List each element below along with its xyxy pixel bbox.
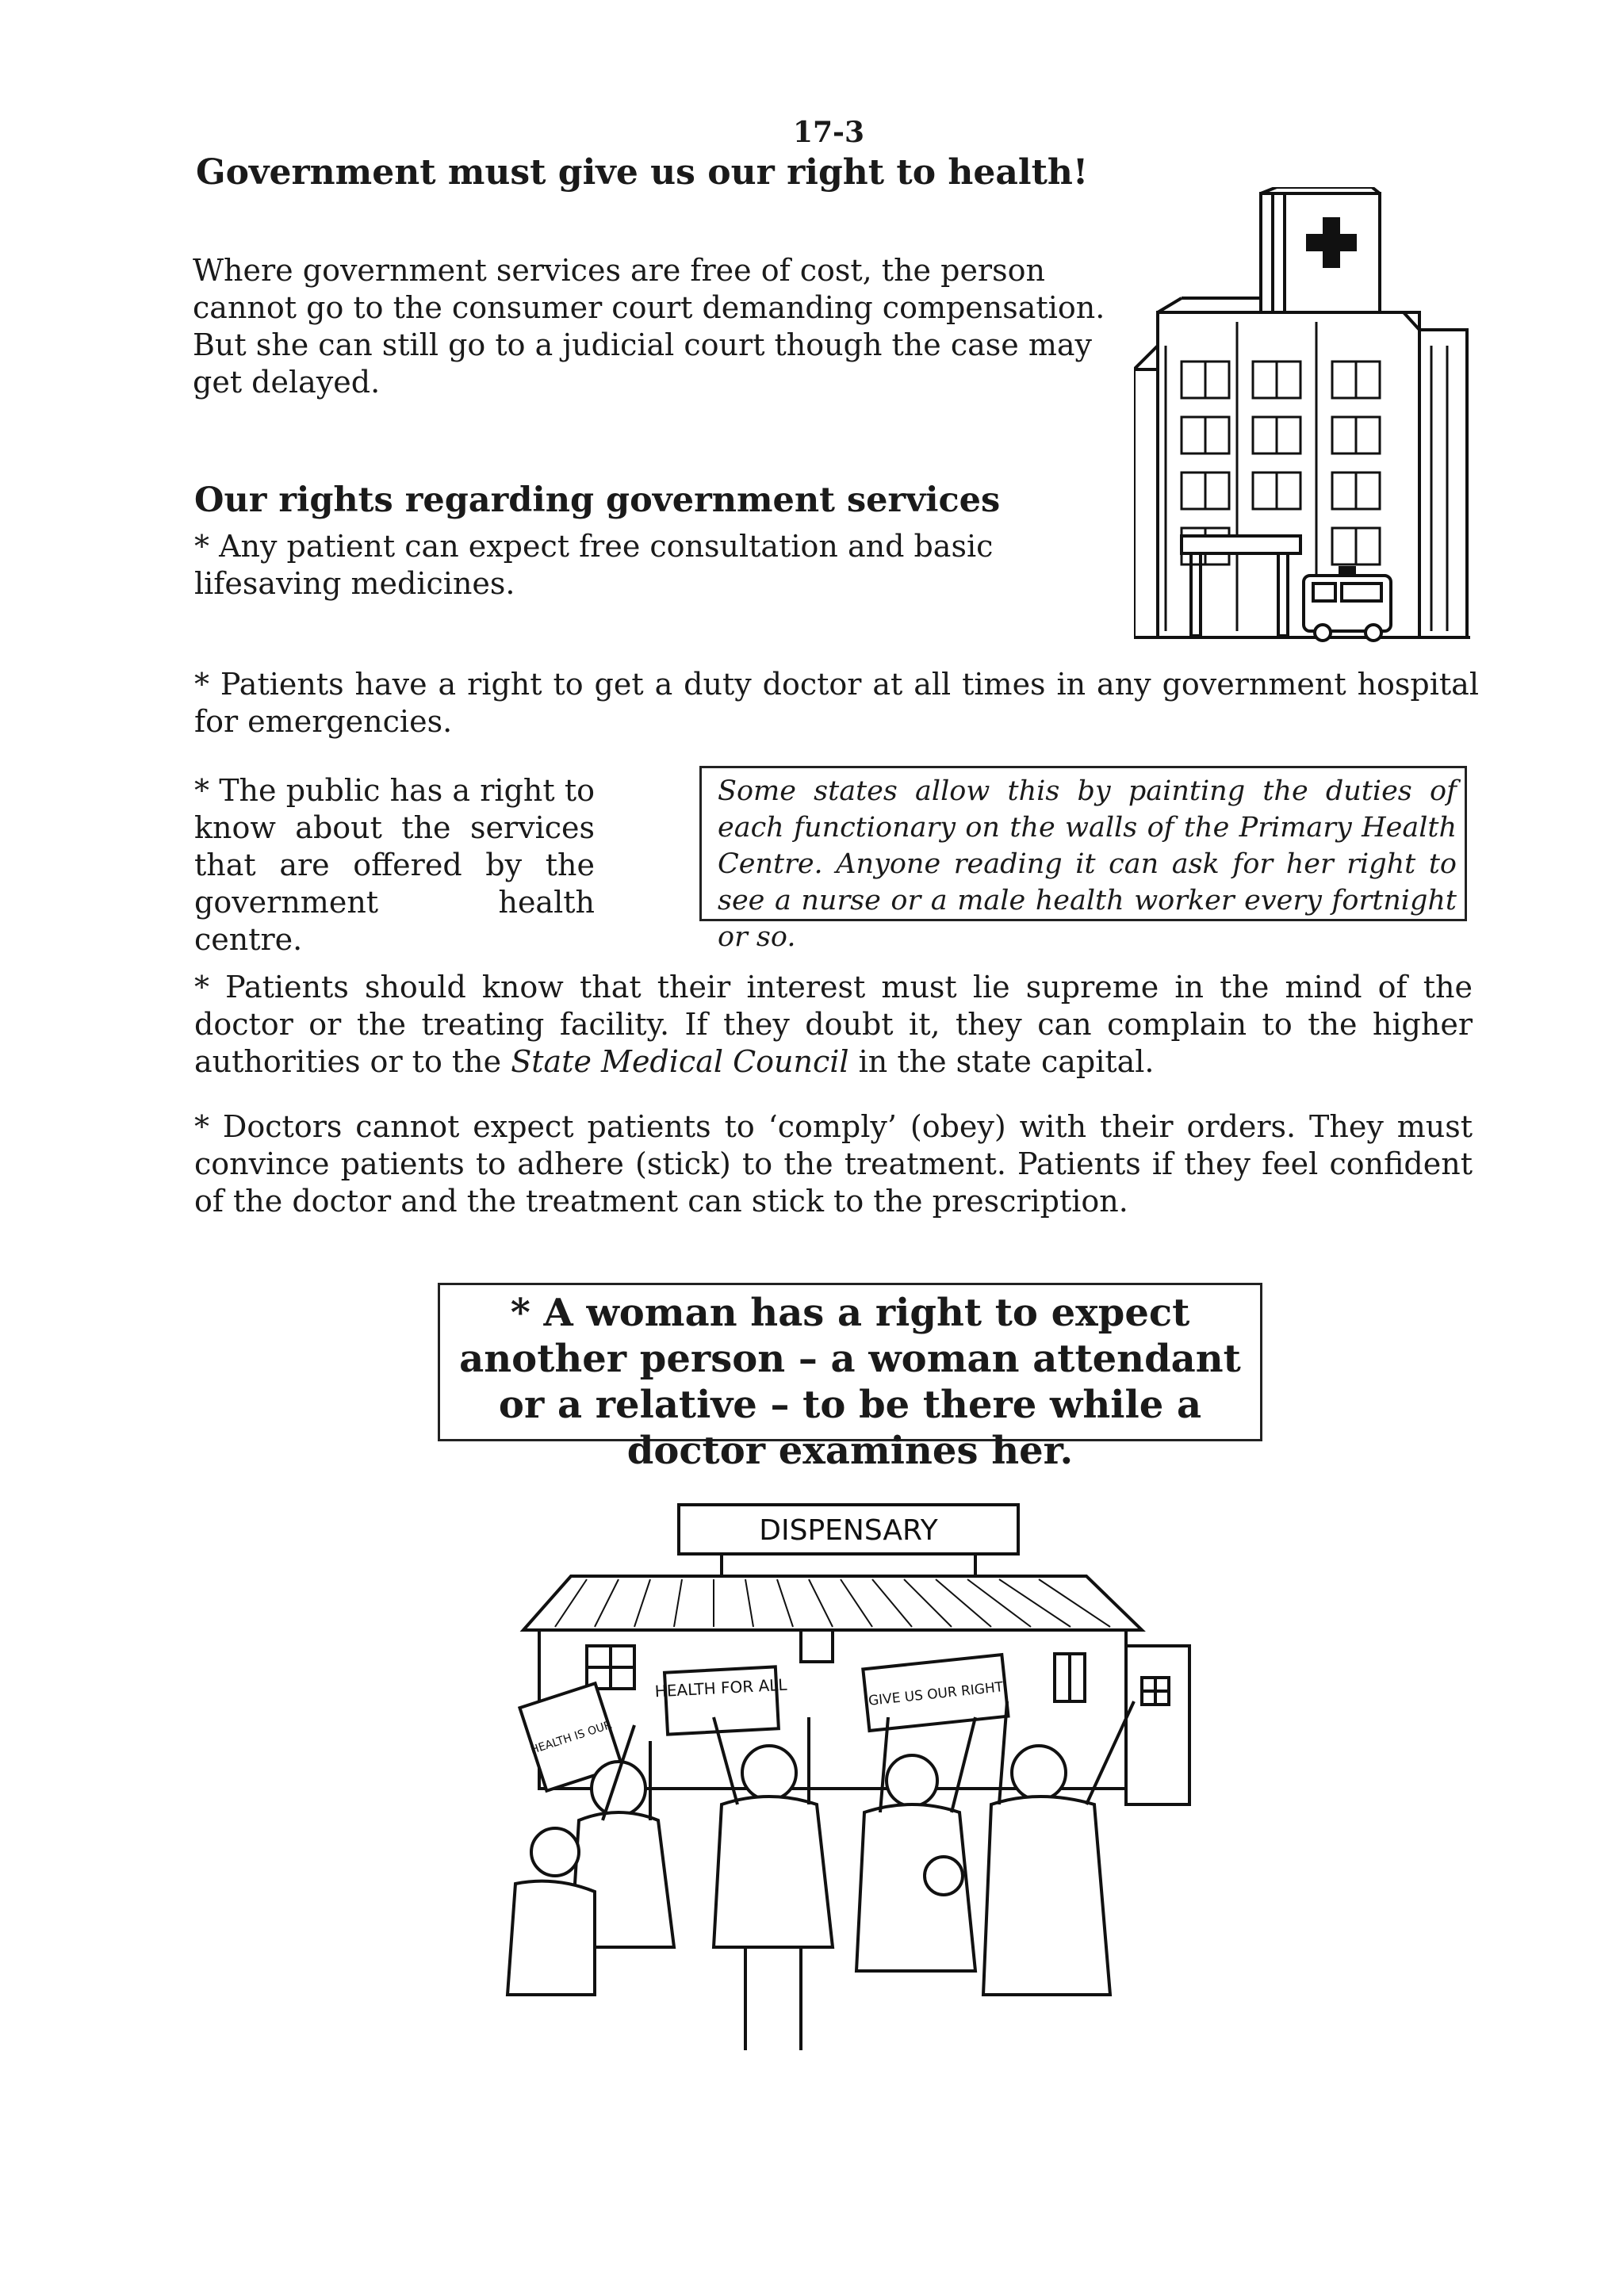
page-number: 17-3 <box>792 116 865 149</box>
placard-health-is-our: HEALTH IS OUR <box>529 1718 614 1758</box>
bullet-duty-doctor: * Patients have a right to get a duty doctor at all times in any government hospital for emergencies. <box>194 667 1479 739</box>
placard-give-us-our-right: GIVE US OUR RIGHT <box>868 1679 1005 1709</box>
state-medical-council: State Medical Council <box>511 1044 849 1079</box>
placard-health-for-all: HEALTH FOR ALL <box>654 1674 788 1701</box>
bullet-patient-interest-end: in the state capital. <box>848 1044 1155 1079</box>
bullet-doctors-comply: * Doctors cannot expect patients to ‘comply’ (obey) with their orders. They must convince patients to adhere (stick) to the treatment. Patients if they feel confident of the doctor and the treatment can stick to the prescription. <box>194 1109 1473 1219</box>
bullet-free-consultation: * Any patient can expect free consultation and basic lifesaving medicines. <box>194 529 994 601</box>
dispensary-protest-illustration <box>484 1503 1221 2058</box>
intro-paragraph: Where government services are free of cost, the person cannot go to the consumer court demanding compensation. But she can still go to a judicial court though the case may get delayed. <box>193 253 1105 400</box>
section-heading: Our rights regarding government services <box>194 480 1001 520</box>
bullet-patient-interest-start: * Patients should know that their interest must lie supreme in the mind of the doctor or the treating facility. If they doubt it, they can complain to the higher authorities or to the <box>194 970 1473 1079</box>
note-box: Some states allow this by painting the duties of each functionary on the walls of the Primary Health Centre. Anyone reading it can ask for her right to see a nurse or a male health worker every fortnight or so. <box>699 766 1467 921</box>
bullet-right-to-know: * The public has a right to know about the services that are offered by the government health centre. <box>194 773 595 957</box>
highlight-box: * A woman has a right to expect another person – a woman attendant or a relative – to be there while a doctor examines her. <box>438 1283 1262 1441</box>
bullet-patient-interest <box>194 969 1473 1081</box>
page-title: Government must give us our right to health! <box>196 152 1089 193</box>
hospital-building-illustration <box>1134 187 1470 650</box>
dispensary-sign: DISPENSARY <box>759 1514 938 1547</box>
